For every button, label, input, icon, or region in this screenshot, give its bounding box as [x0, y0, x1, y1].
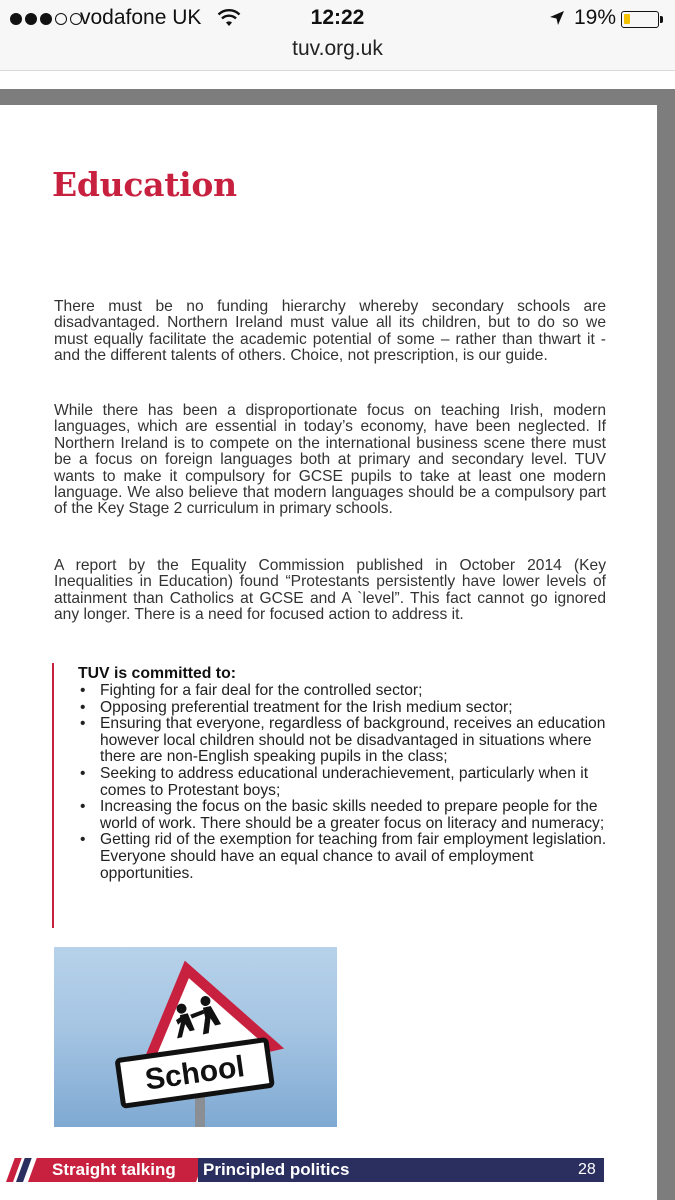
viewer-background-right — [657, 89, 675, 1200]
battery-icon — [621, 11, 659, 28]
battery-terminal — [660, 16, 663, 23]
school-sign-photo — [54, 947, 337, 1127]
page-number: 28 — [578, 1161, 596, 1178]
viewer-background-top — [0, 89, 675, 105]
carrier-name: vodafone UK — [80, 6, 202, 29]
document-page — [0, 105, 657, 1200]
paragraph-funding: There must be no funding hierarchy whereby secondary schools are disadvantaged. Northern Ireland must value all its children, but to do so we must equally facilitate the academic potential of some – rather than thwart it - and the different talents of others. Choice, not prescription, is our guide. — [54, 298, 606, 365]
location-arrow-icon — [548, 9, 566, 27]
school-sign-text: School — [142, 1050, 247, 1097]
page-footer — [0, 1158, 657, 1182]
list-item: • Opposing preferential treatment for the Irish medium sector; — [78, 700, 608, 717]
footer-slogan-left: Straight talking — [52, 1160, 176, 1179]
paragraph-languages: While there has been a disproportionate focus on teaching Irish, modern languages, which are essential in today’s economy, have been neglected. If Northern Ireland is to compete on the international business scene there must be a focus on foreign languages both at primary and secondary level. TUV wants to make it compulsory for GCSE pupils to take at least one modern language. We also believe that modern languages should be a compulsory part of the Key Stage 2 curriculum in primary schools. — [54, 402, 606, 518]
battery-level-fill — [624, 14, 630, 24]
list-item: • Seeking to address educational underachievement, particularly when it comes to Protestant boys; — [78, 766, 608, 799]
list-item: • Fighting for a fair deal for the controlled sector; — [78, 683, 608, 700]
list-item: • Ensuring that everyone, regardless of background, receives an education however local children should not be disadvantaged in situations where there are non-English speaking pupils in the class; — [78, 716, 608, 766]
list-item: • Increasing the focus on the basic skills needed to prepare people for the world of work. There should be a greater focus on literacy and numeracy; — [78, 799, 608, 832]
school-sign-illustration — [54, 947, 337, 1127]
commitments-list — [78, 683, 608, 882]
address-bar-url[interactable]: tuv.org.uk — [292, 37, 383, 60]
status-bar — [0, 4, 675, 34]
footer-slogan-right: Principled politics — [203, 1160, 350, 1179]
commitments-heading: TUV is committed to: — [78, 665, 236, 682]
page-title: Education — [52, 165, 237, 204]
paragraph-equality-report: A report by the Equality Commission published in October 2014 (Key Inequalities in Education) found “Protestants persistently have lower levels of attainment than Catholics at GCSE and A `level”. This fact cannot go ignored any longer. There is a need for focused action to address it. — [54, 557, 606, 624]
status-time: 12:22 — [310, 6, 365, 29]
battery-percentage: 19% — [574, 6, 617, 29]
browser-top-bar — [0, 0, 675, 71]
commitments-box — [52, 663, 614, 928]
list-item: • Getting rid of the exemption for teaching from fair employment legislation. Everyone should have an equal chance to avail of employment opportunities. — [78, 832, 608, 882]
